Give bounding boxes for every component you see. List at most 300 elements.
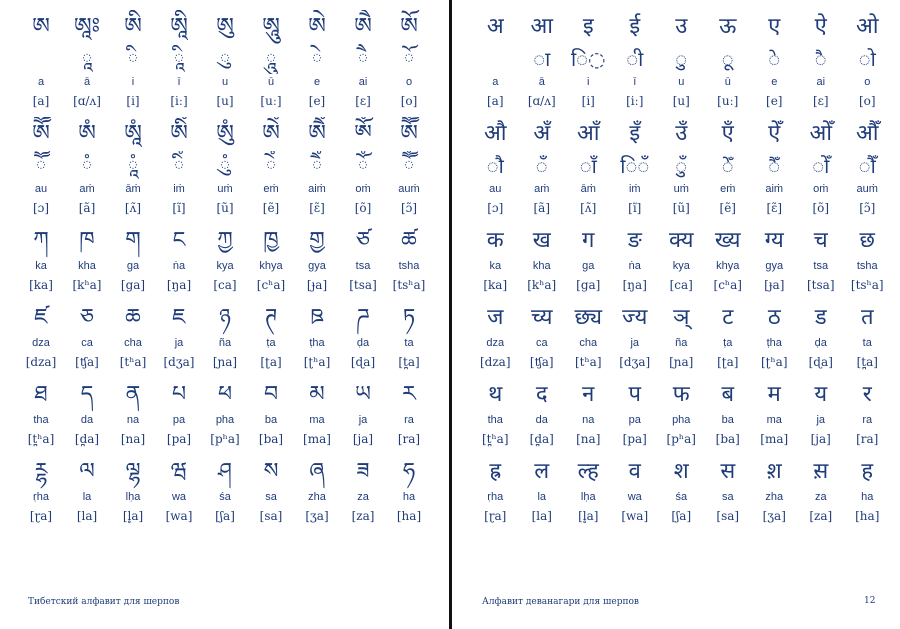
nasal-sign-row-cell: ིཾ	[173, 154, 185, 178]
consonant-letter-row-cell: क्य	[668, 228, 694, 253]
vowel-letter-row-cell: ཨོ	[400, 14, 418, 39]
consonant-letter-row-cell: ན	[125, 382, 141, 407]
consonant-ipa-row-cell: [pa]	[622, 432, 647, 446]
consonant-latin-row-cell: ha	[402, 491, 416, 503]
vowel-sign-row-cell: ◌ू	[721, 47, 734, 71]
nasal-latin-row-cell: iṁ	[628, 183, 641, 195]
consonant-letter-row-cell: པ	[171, 382, 187, 407]
consonant-letter-row	[18, 301, 432, 335]
consonant-letter-row-cell: ལྷ	[125, 459, 141, 484]
vowel-letter-row-cell: ཨུ	[216, 14, 234, 39]
consonant-ipa-row	[472, 506, 891, 526]
vowel-sign-row-cell	[472, 44, 519, 74]
vowel-sign-row-cell: ◌ु	[675, 47, 688, 71]
consonant-latin-row-cell: ca	[81, 337, 93, 349]
nasal-letter-row	[18, 117, 432, 151]
devanagari-alphabet-page	[452, 0, 900, 629]
consonant-ipa-row-cell: [t̪a]	[856, 355, 878, 369]
nasal-sign-row-cell: ◌ौ	[486, 154, 504, 178]
nasal-ipa-row-cell: [ɔ̃]	[859, 201, 876, 215]
consonant-ipa-row-cell: [ʈa]	[717, 355, 739, 369]
vowel-latin-row-cell: o	[405, 76, 413, 88]
consonant-letter-row-cell: ह	[861, 459, 874, 484]
consonant-latin-row-cell: la	[82, 491, 92, 503]
nasal-latin-row-cell: oṁ	[813, 183, 829, 195]
consonant-letter-row-cell: य	[814, 382, 828, 407]
consonant-latin-row-cell: pa	[172, 414, 186, 426]
vowel-ipa-row-cell: [a]	[32, 94, 50, 108]
consonant-ipa-row-cell: [tsʰa]	[850, 278, 884, 292]
vowel-ipa-row-cell: [iː]	[626, 94, 644, 108]
nasal-latin-row-cell: aṁ	[79, 183, 95, 195]
consonant-letter-row-cell: च्य	[531, 305, 553, 330]
nasal-sign-row	[472, 151, 891, 181]
consonant-letter-row-cell: छ्य	[574, 305, 603, 330]
consonant-letter-row-cell: ड	[814, 305, 827, 330]
consonant-latin-row-cell: ṭa	[266, 337, 276, 349]
consonant-letter-row-cell: स़	[813, 459, 829, 484]
consonant-letter-row-cell: छ	[859, 228, 875, 253]
nasal-latin-row-cell: oṁ	[355, 183, 371, 195]
consonant-ipa-row-cell: [ga]	[120, 278, 146, 292]
consonant-ipa-row-cell: [ma]	[303, 432, 331, 446]
consonant-ipa-row-cell: [l̥a]	[122, 509, 144, 523]
consonant-ipa-row-cell: [ɟa]	[306, 278, 328, 292]
nasal-latin-row-cell: au	[489, 183, 502, 195]
consonant-letter-row-cell: ཚ	[401, 228, 417, 253]
consonant-ipa-row-cell: [ɲa]	[669, 355, 694, 369]
vowel-letter-row-cell: ई	[629, 14, 641, 39]
consonant-latin-row-cell: ga	[582, 260, 595, 272]
consonant-letter-row-cell: ग	[582, 228, 595, 253]
nasal-sign-row-cell: ཻཾ	[311, 154, 323, 178]
consonant-latin-row-cell: gya	[765, 260, 784, 272]
nasal-letter-row-cell: ཨོཾ	[354, 121, 372, 146]
vowel-latin-row-cell: e	[313, 76, 321, 88]
consonant-ipa-row-cell: [d̪a]	[74, 432, 100, 446]
vowel-letter-row-cell: उ	[675, 14, 688, 39]
nasal-latin-row-cell: eṁ	[720, 183, 736, 195]
consonant-letter-row-cell: ལ	[79, 459, 95, 484]
consonant-latin-row-cell: sa	[721, 491, 734, 503]
consonant-ipa-row	[18, 506, 432, 526]
consonant-ipa-row-cell: [kʰa]	[72, 278, 102, 292]
consonant-ipa-row-cell: [ca]	[669, 278, 693, 292]
consonant-letter-row-cell: ར	[402, 382, 416, 407]
nasal-sign-row-cell: ◌ोँ	[812, 154, 830, 178]
consonant-latin-row	[18, 412, 432, 429]
devanagari-page-footer: Алфавит деванагари для шерпов	[482, 597, 639, 607]
vowel-ipa-row-cell: [uː]	[717, 94, 739, 108]
nasal-sign-row-cell: ུཾ	[219, 154, 231, 178]
nasal-letter-row-cell: आँ	[577, 121, 600, 146]
consonant-latin-row-cell: ra	[404, 414, 414, 426]
consonant-latin-row-cell: zha	[765, 491, 784, 503]
nasal-sign-row-cell: ཾ	[81, 154, 93, 178]
consonant-letter-row-cell: ཀྱ	[217, 228, 233, 253]
consonant-ipa-row-cell: [ʈʰa]	[760, 355, 788, 369]
vowel-latin-row-cell: e	[771, 76, 778, 88]
consonant-ipa-row-cell: [ja]	[352, 432, 374, 446]
consonant-letter-row-cell: ग्य	[764, 228, 784, 253]
vowel-letter-row-cell: ཨ	[32, 14, 50, 39]
consonant-letter-row	[18, 455, 432, 489]
page-number: 12	[864, 596, 876, 606]
row-spacer	[18, 526, 432, 532]
consonant-letter-row-cell: ཛ	[34, 305, 48, 330]
vowel-ipa-row	[18, 91, 432, 111]
consonant-ipa-row-cell: [t̪a]	[398, 355, 420, 369]
consonant-letter-row-cell: म	[767, 382, 781, 407]
vowel-sign-row-cell	[18, 44, 64, 74]
nasal-sign-row-cell: ཽ	[35, 154, 47, 178]
nasal-letter-row-cell: उँ	[675, 121, 688, 146]
vowel-sign-row-cell: ུ	[219, 47, 231, 71]
consonant-latin-row-cell: ña	[675, 337, 688, 349]
nasal-ipa-row-cell: [ũ]	[216, 201, 234, 215]
consonant-ipa-row-cell: [d̪a]	[529, 432, 554, 446]
nasal-ipa-row-cell: [ɔ]	[32, 201, 50, 215]
nasal-sign-row-cell: ེཾ	[265, 154, 277, 178]
nasal-ipa-row	[18, 198, 432, 218]
consonant-letter-row-cell: ཅ	[80, 305, 94, 330]
nasal-latin-row	[18, 181, 432, 198]
nasal-sign-row-cell: ◌ौँ	[858, 154, 876, 178]
consonant-letter-row-cell: द	[535, 382, 548, 407]
consonant-letter-row-cell: ङ	[627, 228, 642, 253]
vowel-latin-row-cell: ā	[83, 76, 91, 88]
consonant-letter-row-cell: त	[860, 305, 874, 330]
consonant-latin-row-cell: gya	[308, 260, 326, 272]
consonant-ipa-row-cell: [la]	[531, 509, 552, 523]
nasal-sign-row-cell: ◌ाँ	[579, 154, 597, 178]
vowel-letter-row-cell: अ	[486, 14, 504, 39]
consonant-ipa-row-cell: [ɖa]	[350, 355, 376, 369]
consonant-latin-row	[472, 335, 891, 352]
consonant-latin-row-cell: ka	[35, 260, 47, 272]
consonant-ipa-row-cell: [ʈa]	[260, 355, 282, 369]
nasal-ipa-row-cell: [ɔ]	[487, 201, 504, 215]
consonant-ipa-row-cell: [l̥a]	[578, 509, 599, 523]
consonant-ipa-row-cell: [tʰa]	[574, 355, 602, 369]
vowel-latin-row-cell: ī	[177, 76, 181, 88]
consonant-latin-row-cell: ṛha	[487, 491, 504, 503]
consonant-letter-row-cell: ट	[722, 305, 734, 330]
vowel-letter-row-cell: ཨཻ	[354, 14, 372, 39]
consonant-latin-row-cell: lḥa	[125, 491, 141, 503]
consonant-letter-row	[472, 455, 891, 489]
consonant-ipa-row-cell: [dʒa]	[619, 355, 651, 369]
consonant-latin-row-cell: ja	[630, 337, 640, 349]
consonant-letter-row-cell: ས	[263, 459, 279, 484]
vowel-letter-row-cell: आ	[530, 14, 553, 39]
vowel-sign-row	[472, 44, 891, 74]
consonant-letter-row-cell: ང	[172, 228, 186, 253]
consonant-ipa-row-cell: [tsa]	[349, 278, 377, 292]
nasal-sign-row-cell: ◌ेँ	[721, 154, 734, 178]
vowel-letter-row-cell: ए	[768, 14, 781, 39]
vowel-latin-row-cell: o	[864, 76, 871, 88]
nasal-latin-row-cell: auṁ	[856, 183, 878, 195]
consonant-latin-row-cell: sa	[265, 491, 277, 503]
nasal-sign-row-cell: ◌ँ	[535, 154, 548, 178]
consonant-letter-row-cell: क	[486, 228, 504, 253]
consonant-latin-row-cell: ṭha	[766, 337, 782, 349]
consonant-latin-row-cell: cha	[124, 337, 142, 349]
consonant-ipa-row	[472, 429, 891, 449]
consonant-letter-row-cell: ཙ	[356, 228, 370, 253]
consonant-latin-row-cell: ba	[264, 414, 278, 426]
consonant-latin-row-cell: pa	[628, 414, 641, 426]
consonant-ipa-row-cell: [ba]	[715, 432, 740, 446]
consonant-latin-row-cell: ṛha	[33, 491, 49, 503]
nasal-sign-row-cell: ཱཾ	[127, 154, 139, 178]
consonant-latin-row	[18, 489, 432, 506]
nasal-ipa-row-cell: [ɛ̃]	[309, 201, 325, 215]
consonant-latin-row-cell: tsa	[355, 260, 371, 272]
consonant-latin-row-cell: ga	[126, 260, 140, 272]
consonant-latin-row-cell: tsha	[856, 260, 878, 272]
consonant-latin-row-cell: na	[582, 414, 595, 426]
nasal-ipa-row-cell: [ɛ̃]	[766, 201, 783, 215]
consonant-latin-row-cell: ta	[404, 337, 414, 349]
consonant-ipa-row-cell: [tʰa]	[119, 355, 147, 369]
consonant-ipa-row-cell: [cʰa]	[256, 278, 286, 292]
vowel-sign-row-cell: ◌ै	[814, 47, 827, 71]
nasal-ipa-row-cell: [õ]	[812, 201, 830, 215]
consonant-letter-row-cell: ञ्	[673, 305, 690, 330]
consonant-letter-row-cell: ल्ह	[577, 459, 599, 484]
vowel-sign-row-cell: ཻ	[357, 47, 369, 71]
vowel-ipa-row-cell: [i]	[126, 94, 140, 108]
consonant-ipa-row-cell: [t̪ʰa]	[481, 432, 509, 446]
vowel-sign-row-cell: ◌े	[768, 47, 781, 71]
vowel-sign-row-cell: ཱ	[81, 47, 93, 71]
consonant-latin-row-cell: ña	[218, 337, 232, 349]
consonant-ipa-row-cell: [ga]	[576, 278, 601, 292]
vowel-latin-row-cell: ai	[358, 76, 368, 88]
consonant-ipa-row-cell: [ʒa]	[762, 509, 786, 523]
consonant-ipa-row-cell: [za]	[351, 509, 375, 523]
nasal-ipa-row-cell: [õ]	[354, 201, 372, 215]
consonant-letter-row-cell: न	[582, 382, 595, 407]
consonant-latin-row-cell: dza	[32, 337, 50, 349]
consonant-latin-row-cell: kya	[216, 260, 234, 272]
vowel-sign-row	[18, 44, 432, 74]
consonant-ipa-row-cell: [sa]	[716, 509, 740, 523]
consonant-latin-row-cell: za	[357, 491, 369, 503]
consonant-letter-row-cell: ཝ	[170, 459, 188, 484]
consonant-ipa-row-cell: [ŋa]	[622, 278, 647, 292]
vowel-sign-row-cell: ि◌	[570, 47, 606, 71]
consonant-ipa-row-cell: [ʃa]	[671, 509, 692, 523]
consonant-latin-row-cell: tsa	[813, 260, 829, 272]
consonant-ipa-row	[18, 429, 432, 449]
consonant-latin-row-cell: ra	[862, 414, 873, 426]
consonant-ipa-row-cell: [ha]	[855, 509, 880, 523]
nasal-letter-row-cell: ཨུཾ	[216, 121, 234, 146]
consonant-ipa-row-cell: [na]	[576, 432, 601, 446]
consonant-letter-row-cell: ཀ	[33, 228, 49, 253]
consonant-letter-row-cell: ह्र	[489, 459, 502, 484]
consonant-latin-row-cell: ma	[309, 414, 325, 426]
consonant-ipa-row-cell: [ha]	[396, 509, 422, 523]
consonant-letter-row-cell: ख	[532, 228, 551, 253]
nasal-letter-row-cell: ཨིཾ	[170, 121, 188, 146]
consonant-letter-row-cell: प	[628, 382, 641, 407]
vowel-letter-row	[18, 10, 432, 44]
consonant-latin-row-cell: lḥa	[580, 491, 596, 503]
consonant-latin-row-cell: zha	[308, 491, 326, 503]
consonant-latin-row	[18, 335, 432, 352]
nasal-latin-row-cell: aiṁ	[765, 183, 784, 195]
vowel-ipa-row-cell: [ɑ/ʌ]	[73, 94, 101, 108]
consonant-latin-row-cell: ka	[489, 260, 502, 272]
vowel-ipa-row-cell: [i]	[581, 94, 595, 108]
nasal-letter-row-cell: ཨཽ	[32, 121, 50, 146]
vowel-ipa-row-cell: [e]	[766, 94, 783, 108]
consonant-latin-row-cell: ba	[721, 414, 734, 426]
consonant-ipa-row-cell: [kʰa]	[527, 278, 557, 292]
nasal-ipa-row-cell: [ɔ̃]	[400, 201, 418, 215]
nasal-latin-row	[472, 181, 891, 198]
vowel-latin-row-cell: i	[587, 76, 590, 88]
nasal-latin-row-cell: aiṁ	[308, 183, 326, 195]
consonant-ipa-row-cell: [ʧa]	[75, 355, 99, 369]
consonant-latin-row-cell: ḍa	[814, 337, 827, 349]
consonant-letter-row-cell: ज्य	[622, 305, 648, 330]
consonant-letter-row-cell: ཪྷ	[34, 459, 48, 484]
consonant-latin-row-cell: da	[80, 414, 94, 426]
consonant-ipa-row-cell: [ɽa]	[29, 509, 53, 523]
consonant-latin-row-cell: ṭa	[723, 337, 733, 349]
consonant-letter-row-cell: ཌ	[356, 305, 370, 330]
consonant-latin-row-cell: śa	[219, 491, 231, 503]
nasal-latin-row-cell: uṁ	[673, 183, 689, 195]
vowel-letter-row	[472, 10, 891, 44]
consonant-ipa-row-cell: [ʃa]	[215, 509, 235, 523]
consonant-latin-row-cell: za	[814, 491, 827, 503]
vowel-ipa-row-cell: [a]	[486, 94, 504, 108]
vowel-ipa-row-cell: [u]	[216, 94, 234, 108]
consonant-ipa-row-cell: [ca]	[213, 278, 237, 292]
consonant-letter-row-cell: फ	[672, 382, 690, 407]
consonant-latin-row-cell: cha	[579, 337, 598, 349]
consonant-letter-row-cell: स	[720, 459, 736, 484]
nasal-letter-row-cell: ཨཽཾ	[400, 121, 418, 146]
consonant-letter-row-cell: ཋ	[310, 305, 324, 330]
consonant-letter-row-cell: च	[813, 228, 828, 253]
consonant-letter-row-cell: ཇ	[172, 305, 186, 330]
vowel-sign-row-cell: ི	[127, 47, 139, 71]
consonant-letter-row-cell: ཐ	[34, 382, 48, 407]
vowel-sign-row-cell: ེ	[311, 47, 323, 71]
consonant-letter-row-cell: ख्य	[714, 228, 741, 253]
vowel-latin-row-cell: ū	[724, 76, 731, 88]
consonant-ipa-row-cell: [pʰa]	[210, 432, 240, 446]
consonant-ipa-row-cell: [ʒa]	[305, 509, 329, 523]
consonant-letter-row-cell: ब	[721, 382, 735, 407]
consonant-ipa-row-cell: [ɖa]	[808, 355, 833, 369]
nasal-ipa-row-cell: [ĩ]	[172, 201, 186, 215]
consonant-latin-row	[472, 489, 891, 506]
consonant-latin-row-cell: ja	[174, 337, 184, 349]
vowel-letter-row-cell: इ	[582, 14, 594, 39]
consonant-letter-row-cell: བ	[263, 382, 279, 407]
vowel-ipa-row-cell: [e]	[308, 94, 326, 108]
nasal-letter-row-cell: ཨཾ	[78, 121, 96, 146]
nasal-latin-row-cell: uṁ	[217, 183, 233, 195]
consonant-latin-row-cell: ma	[766, 414, 782, 426]
consonant-latin-row-cell: ṅa	[172, 260, 186, 272]
vowel-ipa-row	[472, 91, 891, 111]
consonant-ipa-row-cell: [tsa]	[807, 278, 835, 292]
consonant-letter-row-cell: ག	[125, 228, 141, 253]
consonant-letter-row-cell: ཟ	[356, 459, 370, 484]
nasal-letter-row-cell: ཨཻཾ	[308, 121, 326, 146]
nasal-sign-row-cell: ि◌ँ	[620, 154, 650, 178]
consonant-letter-row-cell: ज	[487, 305, 504, 330]
consonant-ipa-row-cell: [ba]	[258, 432, 284, 446]
consonant-letter-row-cell: श	[673, 459, 689, 484]
consonant-latin-row-cell: khya	[716, 260, 740, 272]
vowel-latin-row-cell: ū	[267, 76, 275, 88]
consonant-ipa-row-cell: [la]	[76, 509, 98, 523]
vowel-ipa-row-cell: [o]	[858, 94, 876, 108]
consonant-ipa-row	[472, 275, 891, 295]
consonant-latin-row-cell: na	[126, 414, 140, 426]
nasal-letter-row-cell: ऐँ	[768, 121, 781, 146]
consonant-letter-row-cell: र	[862, 382, 872, 407]
consonant-ipa-row-cell: [wa]	[165, 509, 193, 523]
vowel-latin-row-cell: ā	[538, 76, 545, 88]
nasal-ipa-row-cell: [ẽ]	[719, 201, 736, 215]
consonant-ipa-row	[18, 275, 432, 295]
consonant-latin-row	[472, 412, 891, 429]
vowel-letter-row-cell: ཨཱཿ	[74, 14, 100, 39]
vowel-latin-row-cell: ī	[633, 76, 637, 88]
nasal-letter-row-cell: एँ	[721, 121, 734, 146]
vowel-latin-row-cell: a	[37, 76, 45, 88]
vowel-latin-row-cell: u	[221, 76, 229, 88]
consonant-latin-row-cell: tsha	[398, 260, 420, 272]
consonant-latin-row-cell: kha	[532, 260, 551, 272]
consonant-latin-row-cell: kya	[672, 260, 690, 272]
nasal-ipa-row-cell: [ʌ̃]	[124, 201, 142, 215]
vowel-letter-row-cell: ཨི	[124, 14, 142, 39]
vowel-sign-row-cell: ◌ो	[858, 47, 876, 71]
vowel-sign-row-cell: ◌ा	[533, 47, 551, 71]
devanagari-alphabet-table	[472, 10, 891, 532]
vowel-letter-row-cell: ओ	[855, 14, 879, 39]
consonant-latin-row-cell: tha	[33, 414, 49, 426]
consonant-ipa-row-cell: [ka]	[483, 278, 508, 292]
consonant-ipa-row-cell: [ɟa]	[764, 278, 785, 292]
tibetan-alphabet-page	[0, 0, 449, 629]
nasal-ipa-row	[472, 198, 891, 218]
consonant-letter-row-cell: व	[628, 459, 641, 484]
consonant-letter-row-cell: ཁྱ	[263, 228, 279, 253]
consonant-ipa-row-cell: [dʒa]	[163, 355, 195, 369]
consonant-latin-row	[18, 258, 432, 275]
consonant-letter-row-cell: ཞ	[309, 459, 325, 484]
consonant-ipa-row	[18, 352, 432, 372]
nasal-sign-row-cell: ོཾ	[357, 154, 369, 178]
vowel-latin-row-cell: u	[678, 76, 685, 88]
consonant-ipa-row-cell: [pa]	[166, 432, 192, 446]
consonant-ipa-row-cell: [na]	[120, 432, 146, 446]
consonant-letter-row-cell: ཡ	[355, 382, 371, 407]
